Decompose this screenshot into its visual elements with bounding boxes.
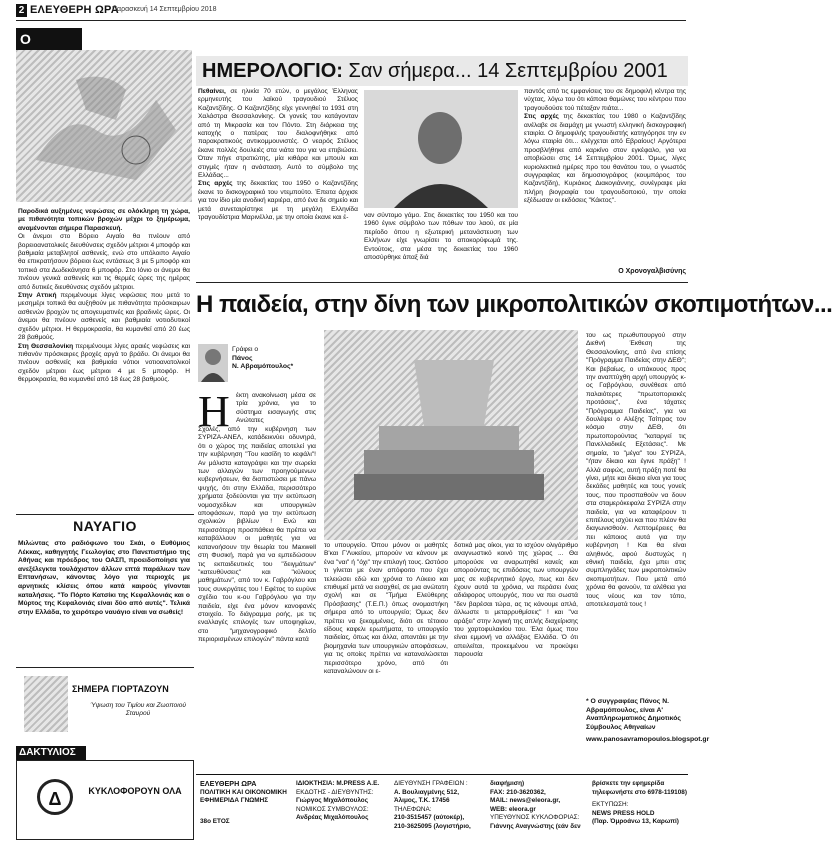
footer-c3-l1: Α. Βουλιαγμένης 512, <box>394 788 460 796</box>
masthead: ΕΛΕΥΘΕΡΗ ΩΡΑ <box>30 4 119 16</box>
footer-c2-l1: ΕΚΔΟΤΗΣ - ΔΙΕΥΘΥΝΤΗΣ: <box>296 788 374 796</box>
paideia-website[interactable]: www.panosavramopoulos.blogspot.gr <box>586 736 710 743</box>
footer-c3-l5: 210-3625095 (λογιστήριο, <box>394 822 471 830</box>
paideia-col4: του ως πρωθυπουργού στην Διεθνή Έκθεση της Θεσσαλονίκης, από ένα επίσης "Πρόγραμμα Παιδείας στην ΔΕΘ"; Και βεβαίως, ο υπάκουος προς την αναπτύχθη αρχή υπουργός κ-ος Γαβρόγλου, συνέθεσε από παλαιότερες "πρωτοποριακές προτάσεις", ένα τάχατες "Πρόγραμμα Παιδείας", για να δουλέψει ο Αλέξης Τσίπρας τον κόσμο στην ΔΕΘ, ότι πρωτοπορούντας "καταργεί τις Πανελλαδικές Εξετάσεις". Με σημαία, το "μέγα" του ΣΥΡΙΖΑ, "ήταν δίκαιο και έγινε πράξη" ! Αλλά σαφώς, αυτή πράξη ποτέ θα γίνει, μήτε και δίκαιο είναι για τους δεκάδες μαθητές και τους γονείς τους, που προσπαθούν να δουν στα σταμερόκεφαλα ΣΥΡΙΖΑ στην παιδεία, για να καταφέρουν τι επιτέλους ισχύει και που πλέον θα διαγωνισθούν. Λεπτομέρειες θα πει κάποιος αυτά για την κυβέρνηση ! Και θα είναι αληθινός, αφού δυστυχώς η εθνική παιδεία, έχει μπει στις συμπληγάδες των μικροπολιτικών σκοπιμοτήτων. Που μετά από χρόνια θα φανούν, τα αλέθεια για τους νέους και τον τόπο, αποτελεσματά τους ! <box>586 332 686 608</box>
author-portrait <box>198 344 228 382</box>
hmerologio-col3b: της δεκαετίας του 1980 ο Καζαντζίδης ανέλαβε σε διαμάχη με γνωστή ελληνική δισκογραφική εταιρία. Ο δημοφιλής τραγουδιστής κατηγόρησε την εν λόγω εταιρία ότι... ελέγχεται από Εβραίους! Αργότερα προσβλήθηκε από καρκίνο στον εγκέφαλο, για να αποβιώσει στις 14 Σεπτεμβρίου 2001. Όμως, λίγες κυριολεκτικά ημέρες προ του θανάτου του, ο γνωστός συγγραφέας και δημοσιογράφος (κουμπάρος του Καζαντζίδη), Κυριάκος Διακογιάννης, συνέγραψε μία πλήρη βιογραφία του τραγουδοποιού, την οποία εξέδωσαν οι εκδόσεις "Κάκτος". <box>524 113 686 205</box>
paideia-col2: το υπουργείο. Όπου μόνον οι μαθητές Β'και Γ'Λυκείου, μπορούν να κάνουν με ένα "ναι" ή "όχι" την επιλογή τους. Ωστόσο τι γίνεται με έναν απόφοιτο που έχει τελειώσει εδώ και χρόνια το Λύκειο και επιθυμεί μετά να εισαχθεί, σε μια ανώτατη σχολή και σε "Τμήμα Ελεύθερης Πρόσβασης" (Τ.Ε.Π.) όπως ονομαστήκη σήμερα από το υπουργείο; Όμως δεν πρέπει να ξεκομμένεις, διότι σε τέτοιου είδους καφελι ερωτήματα, το υπουργείο παιδείας, όπως και άλλα, απαντάει με την βιομηχανία των υπουργικών αποφάσεων, για τις οποίες πρέπει να καταναλώσεται περισσότερο χρόνο, από ότι καταναλώνουν οι ε- <box>324 542 448 676</box>
hmerologio-col2: ναν σύντομο γάμο. Στις δεκαετίες του 1950 και του 1960 έγινε σύμβολο των πόθων του λαού, σε μία περίοδο όπου η εξωτερική μετανάστευση των Ελλήνων είχε γνωρίσει το αποκορύφωμά της. Εντούτοις, στα μέσα της δεκαετίας του 1960 αποσύρθηκε άπαξ διά <box>364 212 518 262</box>
paideia-byline <box>232 346 314 372</box>
weather-map <box>16 50 192 202</box>
naygio-rule <box>16 667 194 668</box>
footer-c5-l2: NEWS PRESS HOLD <box>592 809 655 817</box>
giortazoun-title: ΣΗΜΕΡΑ ΓΙΟΡΤΑΖΟΥΝ <box>72 684 169 694</box>
footer-col2 <box>296 780 392 823</box>
icon-image <box>24 676 68 732</box>
footer-c2-l4: Ανδρέας Μιχαλόπουλος <box>296 814 369 822</box>
paideia-col1a: έκτη ανακοίνωση μέσα σε τρία χρόνια, για το σύστημα εισαγωγής στις Ανώτατες <box>236 392 316 425</box>
weather-intro: Παροδικά αυξημένες νεφώσεις σε ολόκληρη τη χώρα, με πιθανότητα τοπικών βροχών μέχρι το ξημέρωμα, αναμένονται σήμερα Παρασκευή. <box>18 208 190 232</box>
footer-c4-l5: Γιάννης Αναγνώστης (εάν δεν <box>490 822 581 830</box>
hmerologio-author: Ο Χρονογαλβισύνης <box>618 268 686 275</box>
hmerologio-col3 <box>524 88 686 206</box>
footer-c3-l4: 210-3515457 (αύτοκέρ), <box>394 814 465 822</box>
weather-attica: περιμένουμε λίγες νεφώσεις που μετά το μεσημέρι τοπικά θα αυξηθούν με πιθανότητα πρόσκαιρων ασθενών βροχών τις απογευματινές και βραδινές ώρες. Οι άνεμοι θα πνέουν ασθενείς και βαθμιαία νοτιοδυτικοί σχεδόν μέτριοι. Η θερμοκρασία, θα κυμανθεί από 20 έως 28 βαθμούς. <box>18 292 190 342</box>
byline-prefix: Γράφει ο <box>232 346 259 353</box>
page-number: 2 <box>16 4 27 17</box>
portrait-graphic <box>364 90 518 208</box>
paideia-illustration <box>324 330 578 540</box>
daktylios-box <box>16 760 194 840</box>
weather-thess-label: Στη Θεσσαλονίκη <box>18 342 74 350</box>
paideia-col3: δοτικά μας οίκοι, για το ισχύον ολιγάριθμο αναγνωστικό κοινό της χώρας ... Θα μπορούσε να αναρωτηθεί κανείς και απορούντας τις επιδόσεις των υπουργών μας σε κυβερνητικό έργο, πως και δεν έχουν αυτά τα χρόνια, να περάσει ένας αδιάφορος υπουργός, που να πει σωστά "δεν βαρέσαι τώρα, ας τις κάνουμε απλά, άλλωστε τι μεταρρυθμίσεις" ! και "να αράξει" στην λογική της απλής διαχείρισης του χαρτοφυλακίου του. Έλα όμως που είναι εμμονή να αλλάξεις Ελλάδα. Ό ότι απειλείται, προκειμένου να προκύψει παρουσία <box>454 542 578 659</box>
footer-col5 <box>592 780 688 827</box>
naygio-title: ΝΑΥΑΓΙΟ <box>73 518 137 534</box>
hmerologio-col1a-label: Πεθαίνει, <box>198 88 226 95</box>
footer-c1-l2: ΕΦΗΜΕΡΙΔΑ ΓΝΩΜΗΣ <box>200 797 269 805</box>
dropcap: Η <box>198 387 230 436</box>
hmerologio-col1 <box>198 88 358 223</box>
footer-c1-l1: ΠΟΛΙΤΙΚΗ ΚΑΙ ΟΙΚΟΝΟΜΙΚΗ <box>200 788 287 796</box>
daktylios-text: ΚΥΚΛΟΦΟΡΟΥΝ ΟΛΑ <box>88 786 182 796</box>
weather-attica-label: Στην Αττική <box>18 292 57 300</box>
paideia-signature: * Ο συγγραφέας Πάνος Ν. Αβραμόπουλος, είναι Α' Αναπληρωματικός Δημοτικός Σύμβουλος Αθηναίων <box>586 698 681 731</box>
footer-c2-title: ΙΔΙΟΚΤΗΣΙΑ: M.PRESS A.E. <box>296 780 380 787</box>
footer-c5-title: βρίσκετε την εφημερίδα τηλεφωνήστε στο 6978-119108) <box>592 780 687 796</box>
hmerologio-col1b-label: Στις αρχές <box>198 180 233 188</box>
paideia-rule <box>196 282 688 283</box>
hmerologio-col3b-label: Στις αρχές <box>524 113 559 121</box>
books-illustration <box>324 330 578 540</box>
footer-c2-l2: Γιώργος Μιχαλόπουλος <box>296 797 369 805</box>
weather-text <box>18 208 190 385</box>
kazantzidis-photo <box>364 90 518 208</box>
footer-col1 <box>200 780 294 826</box>
weather-body: Οι άνεμοι στο Βόρειο Αιγαίο θα πνέουν από βορειοανατολικές διευθύνσεις σχεδόν μέτριοι 4 μποφόρ και βαθμιαία μεταβλητοί ασθενείς, ενώ στο υπόλοιπο Αιγαίο θα επικρατήσουν βόρειοι έως εντάσεως 3 με 5 μποφόρ και τοπικά στα Δωδεκάνησα 6 μποφόρ. Στο Ιόνιο οι άνεμοι θα πνέουν γενικά ασθενείς και τις θερμές ώρες της ημέρας από δυτικές διευθύνσεις σχεδόν μέτριοι. <box>18 233 190 291</box>
footer-rule <box>196 774 688 775</box>
footer-c2-l3: ΝΟΜΙΚΟΣ ΣΥΜΒΟΥΛΟΣ: <box>296 805 369 813</box>
footer-c3-l3: ΤΗΛΕΦΩΝΑ: <box>394 805 432 813</box>
byline-first: Πάνος <box>232 354 253 362</box>
footer-c3-l2: Άλιμος, Τ.Κ. 17456 <box>394 797 450 805</box>
paideia-title: Η παιδεία, στην δίνη των μικροπολιτικών σκοπιμοτήτων... <box>196 291 832 318</box>
hmerologio-title-rest: Σαν σήμερα... 14 Σεπτεμβρίου 2001 <box>348 60 668 82</box>
hmerologio-title <box>196 56 688 86</box>
paideia-col1b: Σχολές, από την κυβέρνηση των ΣΥΡΙΖΑ-ΑΝΕΛ, κατάδεικνύει οδυνηρά, ότι ο χώρος της παιδείας αποτελεί για την κυβέρνηση "Του κασίδη το κεφάλι"! Αν μάλιστα καταγράψει και την σωρεία των αλλαγών των προηγούμενων κυβερνήσεων, θα διαπιστώσει με πάνω ψυχής, ότι στην Ελλάδα, περισσότερο χρήματα ξοδεύονται για την εκτύπωση νομοσχεδίων και υπουργικών αποφάσεων, παρά για την εκτύπωση σχολικών βιβλίων ! Ενώ και περισσότερη προσπάθεια θα πρέπει να καταβάλλουν οι μαθητές για να κατανοήσουν την θεωρία του Maxwell στη Φυσική, παρά για να εμπεδώσουν τις εκπαιδευτικές του "δειγμάτων" "κατευθύνσεις" και "κύλιους μαθημάτων", από τον κ. Γαβρόγλου και τους συνεργάτες του ! Εφέτος το ευρύνε σχέδιο του κ-ου Γαβρόγλου για την παιδεία, είχε ένα μόνον κανοφανές στοιχείο. Το διάγραμμα ροής, με τις εναλλαγές επιλογές των υποψηφίων, στο "μηχανογραφικό δελτίο περιορισμένων επιλογών" πάντα κατά <box>198 426 316 644</box>
weather-map-graphic <box>16 50 192 202</box>
weather-title: Ο <box>16 28 82 50</box>
weather-rule <box>16 514 194 515</box>
footer-c1-l3: 38o ΕΤΟΣ <box>200 817 230 825</box>
footer-c4-title: διαφήμιση) <box>490 780 525 787</box>
footer-c5-l1: ΕΚΤΥΠΩΣΗ: <box>592 801 629 809</box>
weather-thess: περιμένουμε λίγες αραιές νεφώσεις και πιθανόν πρόσκαιρες βροχές αργά το βράδυ. Οι άνεμοι θα πνέουν ασθενείς και βαθμιαία νότιοι νοτιοανατολικοί σχεδόν μέτριοι έως μέτριοι 4 με 5 μποφόρ. Η θερμοκρασία, θα κυμανθεί από 18 έως 28 βαθμούς. <box>18 342 190 384</box>
footer-c3-title: ΔΙΕΥΘΥΝΣΗ ΓΡΑΦΕΙΩΝ : <box>394 780 468 787</box>
header-rule <box>16 20 686 21</box>
hmerologio-col1b: της δεκαετίας του 1950 ο Καζαντζίδης έκανε το δισκογραφικό του ντεμπούτο. Έπειτα άρχισε για τον ίδιο μία ανοδική καριέρα, από ένα δε σημείο και μετά συνεταιρίστηκε με τη μεγάλη Ελληνίδα τραγουδίστρια Μαρινέλλα, με την οποία έκανε και έ- <box>198 180 358 222</box>
hmerologio-col1a: σε ηλικία 70 ετών, ο μεγάλος Έλληνας ερμηνευτής του λαϊκού τραγουδιού Στέλιος Καζαντζίδης. Ο Καζαντζίδης είχε γεννηθεί το 1931 στη Χαλάστρα Θεσσαλονίκης. Οι γονείς του κατάγονταν από τη Μικρασία και τον Πόντο. Στη διάρκεια της κατοχής ο πατέρας του διαλοφνήθηκε από παρακρατικούς αντικομμουνιστές. Ο νεαρός Στέλιος έκανε πολλές δουλειές στα νιάτα του για να επιβιώσει. Όταν πήγε στρατιώτης, μία κιθάρα και μπουλι και στιγμές ήταν η ανάσταση. Αυτό το σύμβολο της Ελλάδας... <box>198 88 358 180</box>
footer-c4-l4: ΥΠΕΥΘΥΝΟΣ ΚΥΚΛΟΦΟΡΙΑΣ: <box>490 814 580 822</box>
daktylios-badge: Δ <box>37 779 73 815</box>
footer-c5-l3: (Παρ. Όμροάνω 13, Καρωπί) <box>592 818 679 826</box>
author-photo <box>198 344 228 382</box>
footer-c4-l3: WEB: eleora.gr <box>490 805 536 813</box>
byline-last: Ν. Αβραμόπουλος* <box>232 363 294 371</box>
footer-c1-title: ΕΛΕΥΘΕΡΗ ΩΡΑ <box>200 779 257 788</box>
daktylios-title: ΔΑΚΤΥΛΙΟΣ <box>16 746 86 760</box>
footer-c4-l1: FAX: 210-3620362, <box>490 788 546 796</box>
naygio-text: Μιλώντας στο ραδιόφωνο του Σκάι, ο Ευθύμιος Λέκκας, καθηγητής Γεωλογίας στο Πανεπιστήμιο της Αθήνας και πρόεδρος του ΟΑΣΠ, προειδοποίησε για ανεξέλεγκτα τουλάχιστον άλλων επτά παράλιων των Επτανήσων, κάνοντας λόγο για περιοχές με αρνητικές κλίσεις όπου κατά καιρούς γίνονται καταλήσεις. "Το Πόρτο Κατσίκι της Κεφαλλονιάς και ο Μύρτος της Κεφαλονιάς είναι δύο από αυτές". Τελικά στην Ελλάδα, το χειρότερο ναυάγιο είναι να σωθείς! <box>18 540 190 616</box>
hmerologio-title-bold: ΗΜΕΡΟΛΟΓΙΟ: <box>202 60 343 82</box>
issue-date: Παρασκευή 14 Σεπτεμβρίου 2018 <box>112 6 217 13</box>
giortazoun-text: Ύψωση του Τιμίου και Ζωοποιού Σταυρού <box>89 702 186 718</box>
hmerologio-col3a: παντός από τις εμφανίσεις του σε δημοφιλή κέντρα της νύχτας, λόγω του ότι κάποια θαμώνες του κέντρου που τραγουδούσε τού πέταξαν πιάτα... <box>524 88 686 112</box>
footer-col3 <box>394 780 488 832</box>
footer-col4 <box>490 780 588 832</box>
footer-c4-l2: MAIL: news@eleora.gr, <box>490 797 561 805</box>
